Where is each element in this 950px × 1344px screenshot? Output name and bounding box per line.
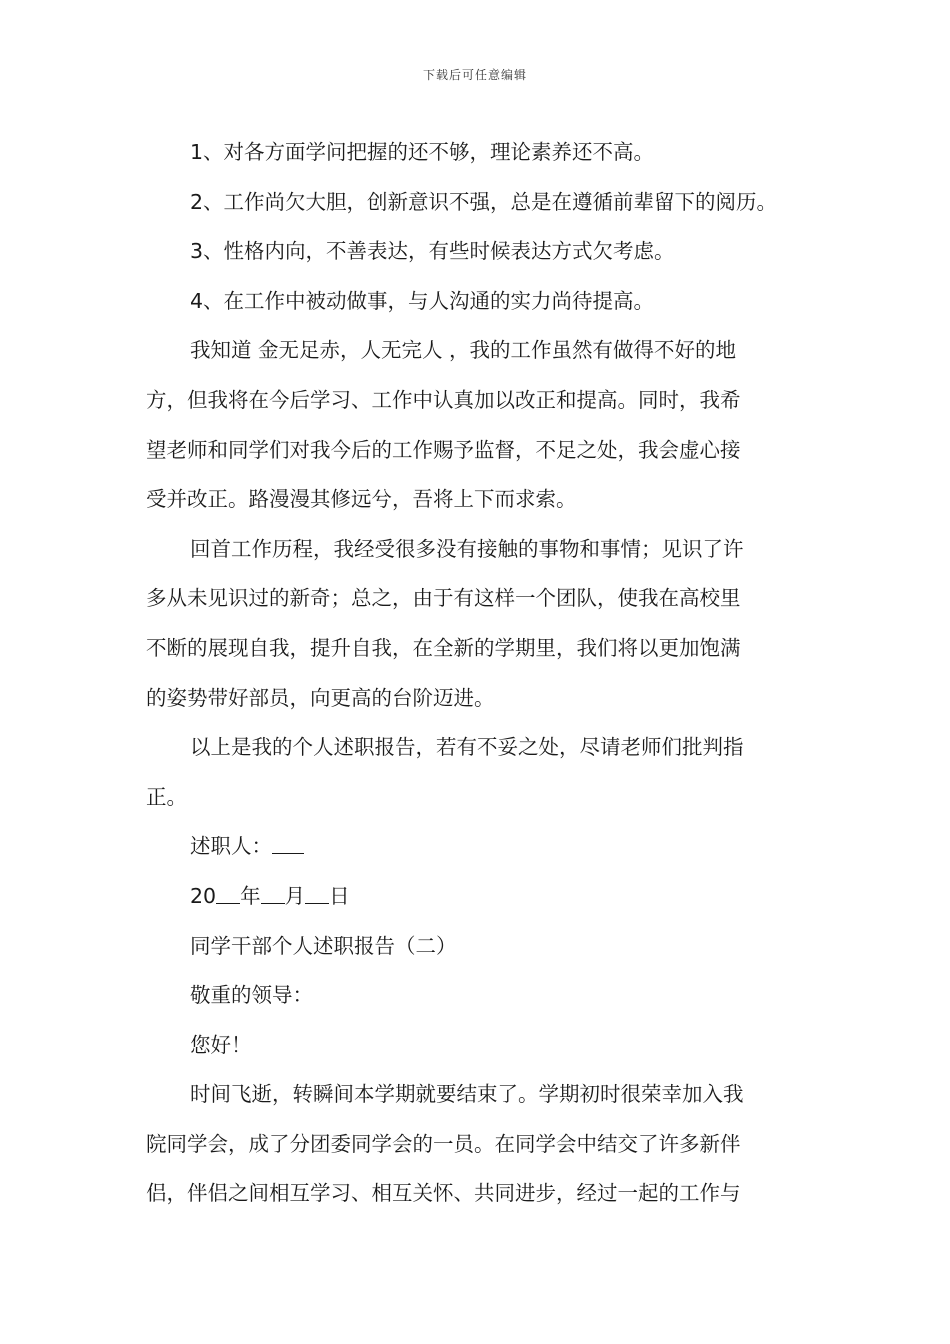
date-day: 日 [329,883,350,908]
paragraph-line: 4、在工作中被动做事，与人沟通的实力尚待提高。 [190,288,655,313]
paragraph-line: 望老师和同学们对我今后的工作赐予监督，不足之处，我会虚心接 [146,437,741,462]
document-body [146,128,808,1219]
year-blank [216,882,240,904]
paragraph-line: 院同学会，成了分团委同学会的一员。在同学会中结交了许多新伴 [146,1131,741,1156]
month-blank [261,882,285,904]
paragraph-line: 多从未见识过的新奇；总之，由于有这样一个团队，使我在高校里 [146,586,741,611]
paragraph-line: 正。 [146,784,187,809]
signature-line [146,822,808,872]
paragraph-line: 受并改正。路漫漫其修远兮，吾将上下而求索。 [146,487,577,512]
paragraph-line: 3、性格内向，不善表达，有些时候表达方式欠考虑。 [190,239,675,264]
date-month: 月 [284,883,306,908]
section-title: 同学干部个人述职报告（二） [190,933,457,958]
date-year: 年 [240,883,261,908]
paragraph-line: 方，但我将在今后学习、工作中认真加以改正和提高。同时，我希 [146,387,741,412]
date-line [146,872,808,922]
paragraph-line: 2、工作尚欠大胆，创新意识不强，总是在遵循前辈留下的阅历。 [190,189,778,214]
paragraph-line: 1、对各方面学问把握的还不够，理论素养还不高。 [190,140,655,164]
salutation: 敬重的领导： [190,983,313,1008]
date-prefix: 20 [190,883,217,908]
paragraph-line: 侣，伴侣之间相互学习、相互关怀、共同进步，经过一起的工作与 [146,1181,741,1206]
signature-blank [272,833,304,855]
greeting: 您好！ [190,1032,252,1057]
paragraph-line: 时间飞逝，转瞬间本学期就要结束了。学期初时很荣幸加入我 [190,1082,744,1107]
paragraph-line: 我知道 金无足赤，人无完人 ，我的工作虽然有做得不好的地 [190,338,737,363]
paragraph-line: 以上是我的个人述职报告，若有不妥之处，尽请老师们批判指 [190,735,744,760]
paragraph-line: 不断的展现自我，提升自我，在全新的学期里，我们将以更加饱满 [146,635,741,660]
paragraph-line: 回首工作历程，我经受很多没有接触的事物和事情；见识了许 [190,536,744,561]
day-blank [305,882,329,904]
header-note: 下载后可任意编辑 [422,68,527,82]
signature-label: 述职人： [190,834,272,859]
paragraph-line: 的姿势带好部员，向更高的台阶迈进。 [146,685,495,710]
